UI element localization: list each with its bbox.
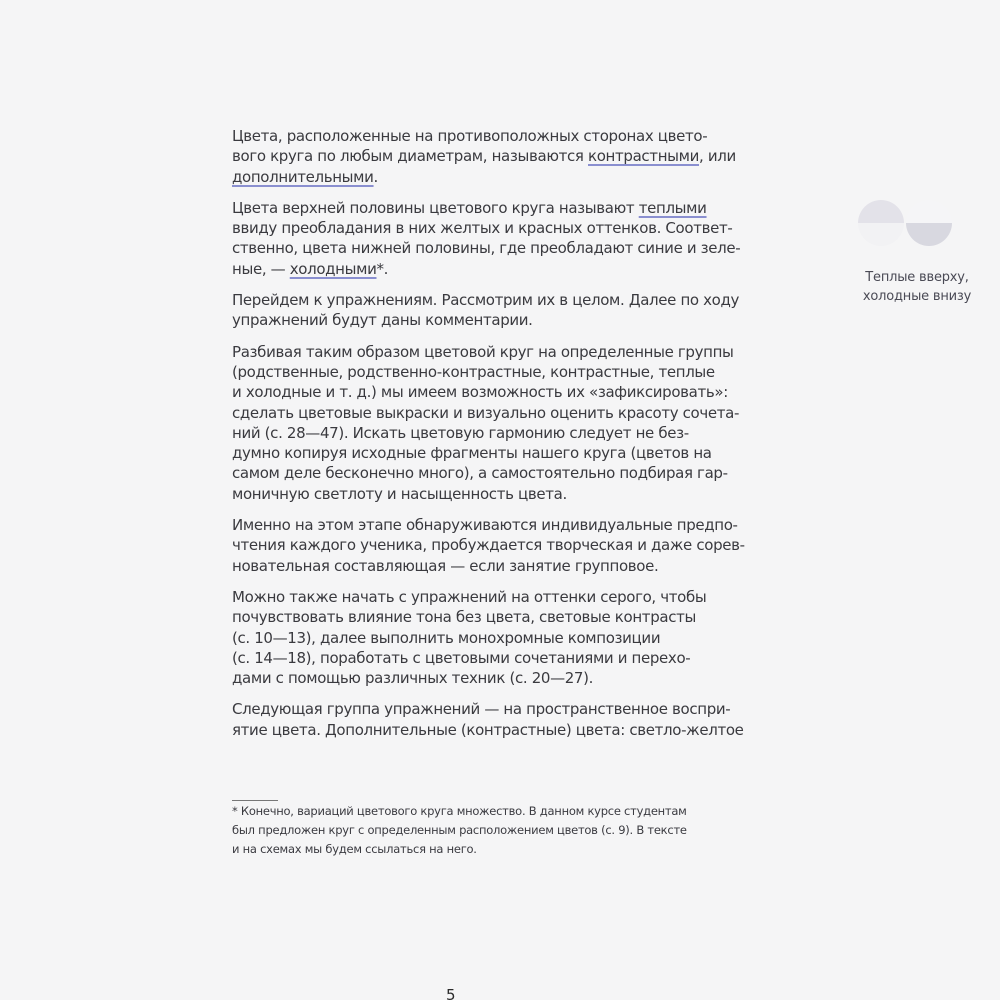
text-line: Можно также начать с упражнений на оттенки серого, чтобы [232,587,707,606]
warm-half-circle-icon [858,200,904,246]
paragraph [232,126,792,187]
footnote-line: был предложен круг с определенным расположением цветов (с. 9). В тексте [232,823,687,837]
text-line: почувствовать влияние тона без цвета, световые контрасты [232,608,696,627]
text-line: Цвета верхней половины цветового круга называют теплыми [232,198,707,217]
text-line: (родственные, родственно-контрастные, контрастные, теплые [232,362,715,381]
paragraph [232,515,792,576]
footnote-divider [232,800,278,801]
text-line: вого круга по любым диаметрам, называются контрастными, или [232,147,736,166]
text-line: новательная составляющая — если занятие групповое. [232,556,659,575]
text-line: дами с помощью различных техник (с. 20—27). [232,669,594,688]
text-line: чтения каждого ученика, пробуждается творческая и даже сорев- [232,536,745,555]
paragraph [232,699,792,740]
sidebar-caption [858,268,976,306]
underlined-term: контрастными [588,147,700,166]
circle-icons [858,200,1000,246]
footnote-line: и на схемах мы будем ссылаться на него. [232,842,477,856]
text-line: упражнений будут даны комментарии. [232,311,533,330]
main-text [232,126,792,751]
underlined-term: дополнительными [232,167,374,186]
paragraph [232,587,792,688]
text-line: ний (с. 28—47). Искать цветовую гармонию следует не без- [232,423,689,442]
cold-half-circle-icon [906,200,952,246]
text-line: Именно на этом этапе обнаруживаются индивидуальные предпо- [232,516,738,535]
text-line: думно копируя исходные фрагменты нашего круга (цветов на [232,444,712,463]
caption-line: холодные внизу [862,289,972,304]
footnote [232,802,792,859]
text-line: моничную светлоту и насыщенность цвета. [232,484,567,503]
text-line: дополнительными. [232,167,378,186]
text-line: (с. 14—18), поработать с цветовыми сочетаниями и перехо- [232,648,691,667]
text-line: Разбивая таким образом цветовой круг на определенные группы [232,342,734,361]
paragraph [232,290,792,331]
text-line: Цвета, расположенные на противоположных сторонах цвето- [232,127,708,145]
underlined-term: теплыми [638,198,707,217]
text-line: (с. 10—13), далее выполнить монохромные композиции [232,628,661,647]
text-line: сделать цветовые выкраски и визуально оценить красоту сочета- [232,403,740,422]
text-line: ные, — холодными*. [232,259,389,278]
text-line: ввиду преобладания в них желтых и красных оттенков. Соответ- [232,219,733,238]
text-line: и холодные и т. д.) мы имеем возможность их «зафиксировать»: [232,383,728,402]
paragraph [232,198,792,279]
text-line: Перейдем к упражнениям. Рассмотрим их в целом. Далее по ходу [232,291,740,310]
page-number: 5 [446,986,456,1000]
underlined-term: холодными [289,259,377,278]
paragraph [232,342,792,504]
caption-line: Теплые вверху, [865,270,969,285]
text-line: самом деле бесконечно много), а самостоятельно подбирая гар- [232,464,728,483]
text-line: Следующая группа упражнений — на пространственное воспри- [232,700,731,719]
text-line: ственно, цвета нижней половины, где преобладают синие и зеле- [232,239,741,258]
sidebar-note [858,200,1000,306]
footnote-line: * Конечно, вариаций цветового круга множество. В данном курсе студентам [232,804,687,818]
text-line: ятие цвета. Дополнительные (контрастные) цвета: светло-желтое [232,720,744,739]
